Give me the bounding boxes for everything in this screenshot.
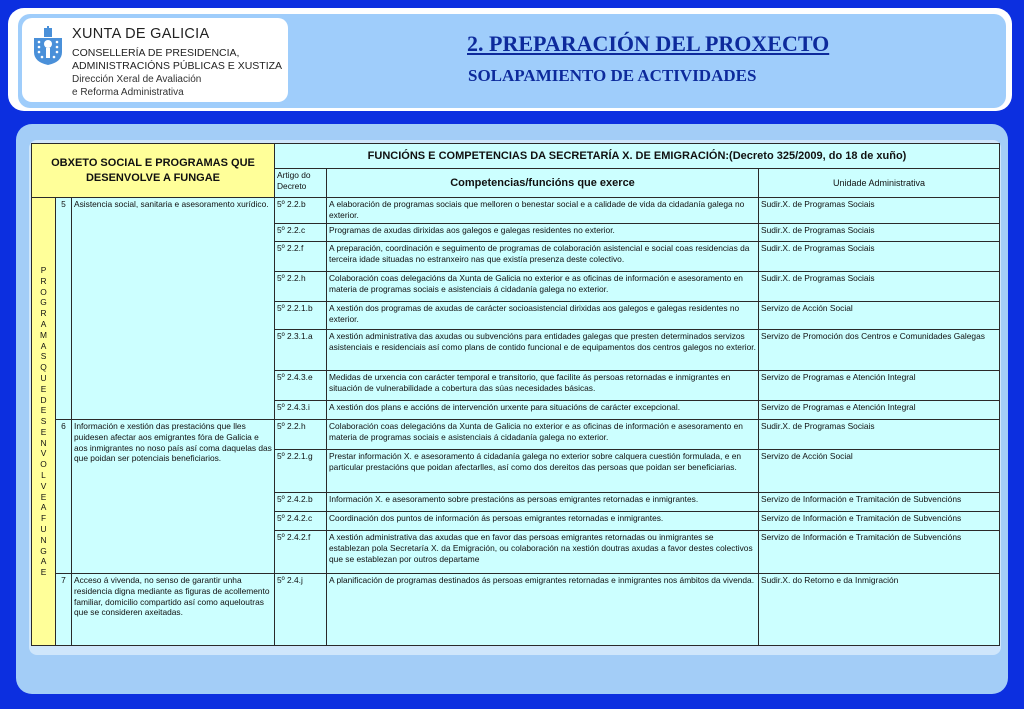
artigo-cell: 5º 2.2.b bbox=[275, 198, 327, 224]
artigo-cell: 5º 2.2.f bbox=[275, 242, 327, 272]
artigo-cell: 5º 2.4.2.c bbox=[275, 512, 327, 531]
unidade-cell: Servizo de Acción Social bbox=[759, 450, 1000, 493]
artigo-cell: 5º 2.2.1.b bbox=[275, 302, 327, 330]
logo-title: XUNTA DE GALICIA bbox=[72, 26, 210, 42]
unidade-cell: Sudir.X. de Programas Sociais bbox=[759, 272, 1000, 302]
competencia-cell: Colaboración coas delegacións da Xunta de Galicia no exterior e as oficinas de información e asesoramento en materia de programas sociais e asistenciais á cidadanía galega no exterior. bbox=[327, 420, 759, 450]
artigo-column-header: Artigo do Decreto bbox=[275, 169, 327, 198]
programas-vertical-text: PROGRAMASQUEDESENVOLVEAFUNGAE bbox=[40, 264, 47, 578]
artigo-cell: 5º 2.3.1.a bbox=[275, 330, 327, 371]
program-description: Asistencia social, sanitaria e asesoramento xurídico. bbox=[72, 198, 275, 420]
competencia-cell: Medidas de urxencia con carácter temporal e transitorio, que facilite ás persoas retornadas e inmigrantes en situación de vulnerabilidade a cobertura das súas necesidades básicas. bbox=[327, 371, 759, 401]
unidade-cell: Servizo de Información e Tramitación de Subvencións bbox=[759, 493, 1000, 512]
table-body bbox=[32, 198, 1000, 646]
program-description: Información e xestión das prestacións que lles puidesen afectar aos emigrantes fóra de Galicia e aos inmigrantes no noso país así coma daquelas das que poidan ser potenciais beneficiarios. bbox=[72, 420, 275, 574]
unidade-cell: Servizo de Programas e Atención Integral bbox=[759, 371, 1000, 401]
competencia-cell: Programas de axudas dirixidas aos galegos e galegas residentes no exterior. bbox=[327, 224, 759, 242]
program-number: 5 bbox=[56, 198, 72, 420]
artigo-cell: 5º 2.2.h bbox=[275, 272, 327, 302]
unidade-cell: Sudir.X. de Programas Sociais bbox=[759, 420, 1000, 450]
unidade-cell: Servizo de Programas e Atención Integral bbox=[759, 401, 1000, 420]
objeto-social-header: OBXETO SOCIAL E PROGRAMAS QUE DESENVOLVE A FUNGAE bbox=[32, 144, 275, 198]
unidade-cell: Sudir.X. de Programas Sociais bbox=[759, 224, 1000, 242]
table-row bbox=[32, 420, 1000, 450]
competencia-cell: Colaboración coas delegacións da Xunta de Galicia no exterior e as oficinas de información e asesoramento en materia de programas sociais e asistenciais á cidadanía galega no exterior. bbox=[327, 272, 759, 302]
competencia-cell: A xestión administrativa das axudas que en favor das persoas emigrantes retornadas ou inmigrantes se establezan pola Secretaría X. da Emigración, ou colaboración na xestión doutras axudas a favor destes colectivos que se establezan por outros departame bbox=[327, 531, 759, 574]
competencia-cell: A elaboración de programas sociais que melloren o benestar social e a calidade de vida da cidadanía galega no exterior. bbox=[327, 198, 759, 224]
programas-side-label bbox=[32, 198, 56, 646]
unidade-column-header: Unidade Administrativa bbox=[759, 169, 1000, 198]
competencias-table bbox=[31, 143, 1000, 646]
artigo-cell: 5º 2.4.3.i bbox=[275, 401, 327, 420]
page-title: 2. PREPARACIÓN DEL PROXECTO bbox=[467, 31, 830, 56]
xunta-emblem-icon bbox=[30, 26, 66, 66]
artigo-cell: 5º 2.4.3.e bbox=[275, 371, 327, 401]
artigo-cell: 5º 2.4.j bbox=[275, 574, 327, 646]
artigo-cell: 5º 2.2.1.g bbox=[275, 450, 327, 493]
unidade-cell: Sudir.X. de Programas Sociais bbox=[759, 242, 1000, 272]
unidade-cell: Sudir.X. de Programas Sociais bbox=[759, 198, 1000, 224]
artigo-cell: 5º 2.4.2.b bbox=[275, 493, 327, 512]
logo-line-2: CONSELLERÍA DE PRESIDENCIA, bbox=[72, 47, 240, 59]
unidade-cell: Servizo de Promoción dos Centros e Comunidades Galegas bbox=[759, 330, 1000, 371]
unidade-cell: Servizo de Acción Social bbox=[759, 302, 1000, 330]
unidade-cell: Sudir.X. do Retorno e da Inmigración bbox=[759, 574, 1000, 646]
unidade-cell: Servizo de Información e Tramitación de Subvencións bbox=[759, 531, 1000, 574]
competencia-cell: A xestión dos plans e accións de intervención urxente para situacións de carácter excepcional. bbox=[327, 401, 759, 420]
logo-line-3: ADMINISTRACIÓNS PÚBLICAS E XUSTIZA bbox=[72, 60, 283, 72]
competencia-cell: A xestión dos programas de axudas de carácter socioasistencial dirixidas aos galegos e galegas residentes no exterior. bbox=[327, 302, 759, 330]
program-description: Acceso á vivenda, no senso de garantir unha residencia digna mediante as figuras de acollemento familiar, domicilio compartido así como aqueloutras que se consideren axeitadas. bbox=[72, 574, 275, 646]
table-row bbox=[32, 574, 1000, 646]
unidade-cell: Servizo de Información e Tramitación de Subvencións bbox=[759, 512, 1000, 531]
funcions-header: FUNCIÓNS E COMPETENCIAS DA SECRETARÍA X. DE EMIGRACIÓN:(Decreto 325/2009, do 18 de xuño) bbox=[275, 144, 1000, 169]
logo-line-5: e Reforma Administrativa bbox=[72, 87, 184, 98]
artigo-cell: 5º 2.4.2.f bbox=[275, 531, 327, 574]
artigo-cell: 5º 2.2.h bbox=[275, 420, 327, 450]
table-row bbox=[32, 198, 1000, 224]
logo-line-4: Dirección Xeral de Avaliación bbox=[72, 74, 202, 85]
competencia-cell: Coordinación dos puntos de información ás persoas emigrantes retornadas e inmigrantes. bbox=[327, 512, 759, 531]
page-subtitle: SOLAPAMIENTO DE ACTIVIDADES bbox=[468, 66, 757, 85]
competencias-column-header: Competencias/funcións que exerce bbox=[327, 169, 759, 198]
artigo-cell: 5º 2.2.c bbox=[275, 224, 327, 242]
competencia-cell: A xestión administrativa das axudas ou subvencións para entidades galegas que presten determinados servizos asistenciais e residenciais así como plans de contido funcional e de equipamentos dos centros galegos no exterior. bbox=[327, 330, 759, 371]
competencia-cell: Prestar información X. e asesoramento á cidadanía galega no exterior sobre calquera cuestión formulada, e en particular prestacións que poidan afectarlles, así como dos dereitos das persoas que poidan ser beneficiarias. bbox=[327, 450, 759, 493]
program-number: 6 bbox=[56, 420, 72, 574]
competencia-cell: Información X. e asesoramento sobre prestacións as persoas emigrantes retornadas e inmigrantes. bbox=[327, 493, 759, 512]
competencia-cell: A preparación, coordinación e seguimento de programas de colaboración asistencial e social coas residencias da terceira idade situadas no estranxeiro nas que existía presenza deste colectivo. bbox=[327, 242, 759, 272]
program-number: 7 bbox=[56, 574, 72, 646]
competencia-cell: A planificación de programas destinados ás persoas emigrantes retornadas e inmigrantes nos ámbitos da vivenda. bbox=[327, 574, 759, 646]
